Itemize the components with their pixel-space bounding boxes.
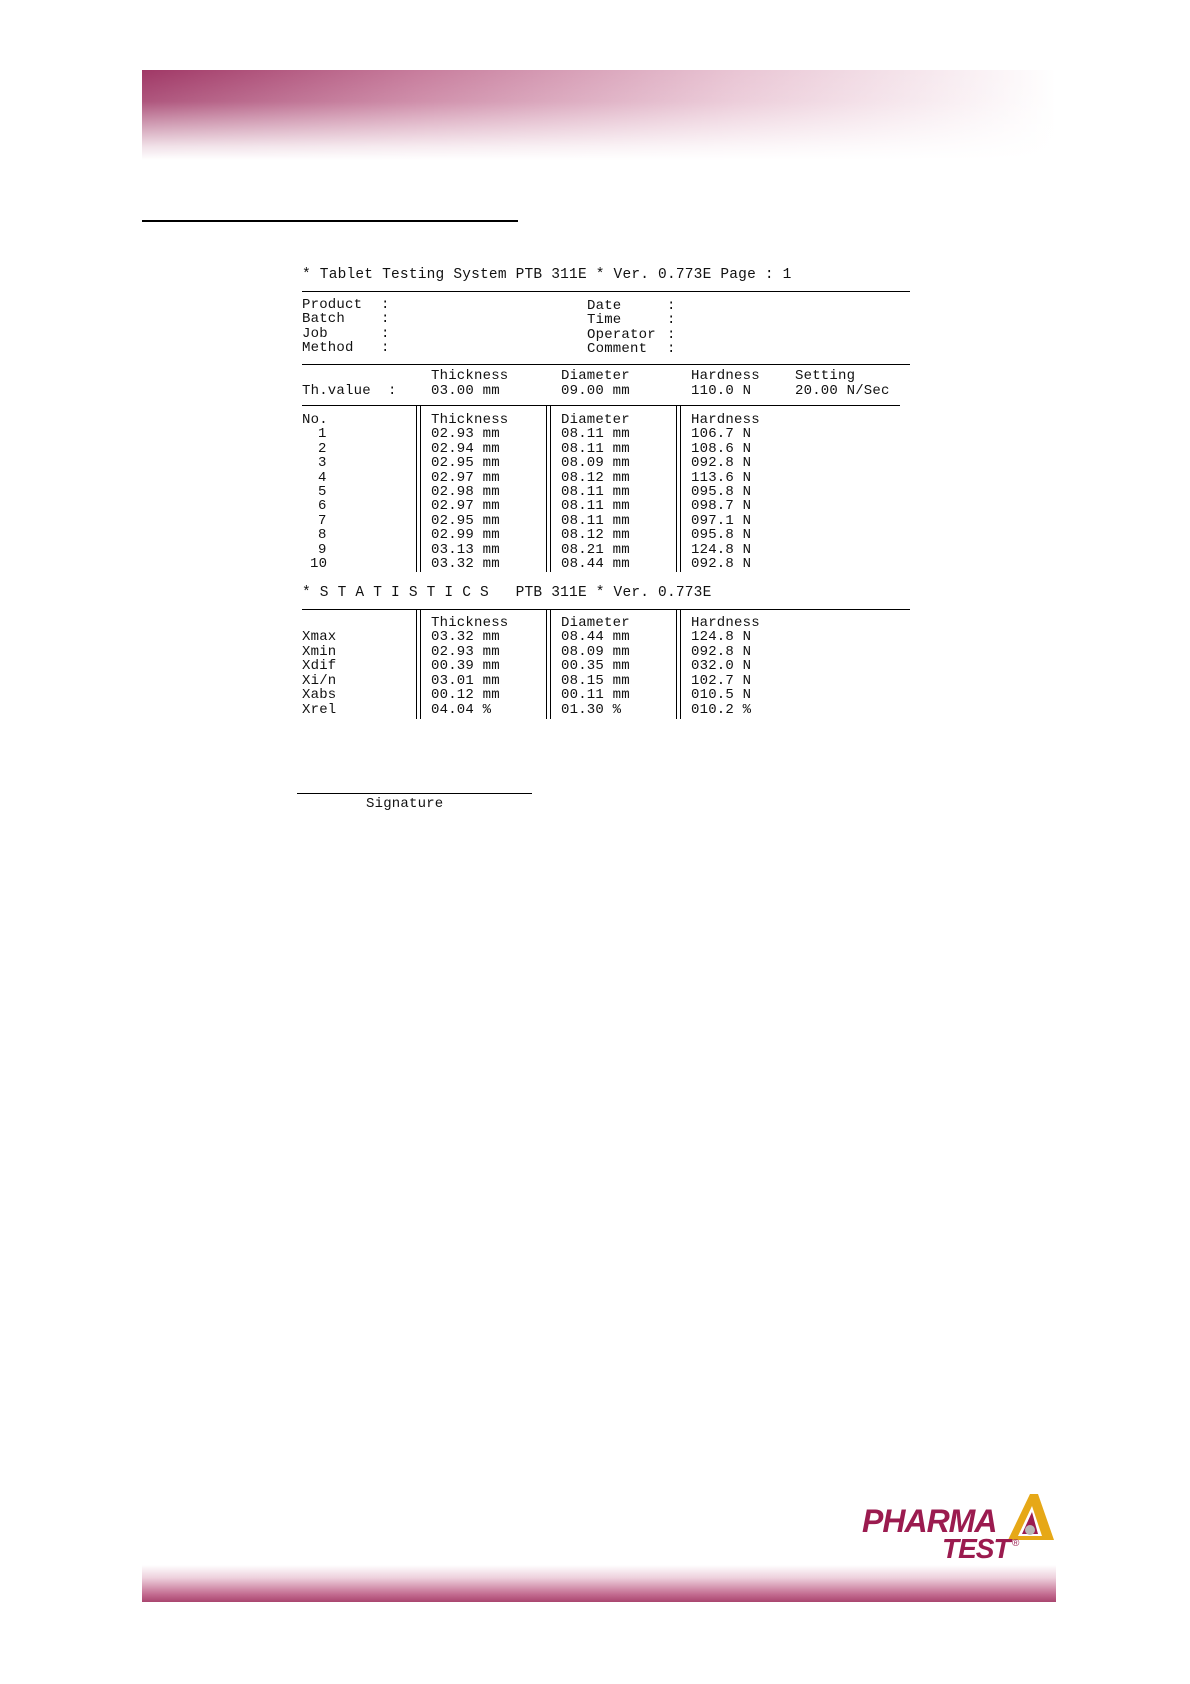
row-thickness: 02.97 mm	[431, 498, 500, 514]
measurements-header-hardness: Hardness	[691, 412, 760, 428]
meta-time-sep: :	[667, 312, 676, 328]
meta-comment-label: Comment	[587, 341, 648, 357]
divider-top	[302, 291, 910, 292]
meta-job-sep: :	[381, 326, 390, 342]
row-no: 10	[310, 556, 328, 572]
row-hardness: 092.8 N	[691, 556, 752, 572]
row-thickness: 02.94 mm	[431, 441, 500, 457]
stat-label: Xmin	[302, 644, 337, 660]
header-rule	[142, 220, 518, 222]
row-thickness: 03.32 mm	[431, 556, 500, 572]
row-hardness: 097.1 N	[691, 513, 752, 529]
thvalue-label: Th.value :	[302, 383, 397, 399]
measurements-vline-1	[416, 405, 421, 572]
row-no: 1	[318, 426, 327, 442]
stat-diameter: 00.11 mm	[561, 687, 630, 703]
row-thickness: 03.13 mm	[431, 542, 500, 558]
row-thickness: 02.99 mm	[431, 527, 500, 543]
row-hardness: 113.6 N	[691, 470, 752, 486]
thvalue-diameter: 09.00 mm	[561, 383, 630, 399]
stat-hardness: 010.5 N	[691, 687, 752, 703]
row-diameter: 08.21 mm	[561, 542, 630, 558]
row-diameter: 08.11 mm	[561, 426, 630, 442]
row-diameter: 08.11 mm	[561, 498, 630, 514]
row-no: 9	[318, 542, 327, 558]
meta-comment-sep: :	[667, 341, 676, 357]
thvalue-thickness: 03.00 mm	[431, 383, 500, 399]
meta-operator-label: Operator	[587, 327, 656, 343]
stat-diameter: 00.35 mm	[561, 658, 630, 674]
row-thickness: 02.97 mm	[431, 470, 500, 486]
row-diameter: 08.09 mm	[561, 455, 630, 471]
pharma-test-logo-graphic	[862, 1490, 1056, 1562]
stat-thickness: 00.12 mm	[431, 687, 500, 703]
pharma-test-logo	[862, 1490, 1056, 1562]
row-hardness: 106.7 N	[691, 426, 752, 442]
row-thickness: 02.95 mm	[431, 455, 500, 471]
stat-label: Xrel	[302, 702, 337, 718]
row-hardness: 092.8 N	[691, 455, 752, 471]
meta-date-label: Date	[587, 298, 622, 314]
meta-product-label: Product	[302, 297, 363, 313]
row-diameter: 08.12 mm	[561, 470, 630, 486]
row-diameter: 08.11 mm	[561, 441, 630, 457]
row-no: 4	[318, 470, 327, 486]
logo-dot	[1025, 1525, 1035, 1535]
meta-batch-sep: :	[381, 311, 390, 327]
stat-hardness: 010.2 %	[691, 702, 752, 718]
row-hardness: 098.7 N	[691, 498, 752, 514]
signature-line	[297, 793, 532, 794]
row-hardness: 095.8 N	[691, 484, 752, 500]
meta-method-sep: :	[381, 340, 390, 356]
divider-statistics	[302, 609, 910, 610]
logo-pharma-text: PHARMA	[862, 1503, 997, 1539]
thvalue-setting: 20.00 N/Sec	[795, 383, 890, 399]
measurements-header-thickness: Thickness	[431, 412, 509, 428]
row-no: 5	[318, 484, 327, 500]
thvalue-header-thickness: Thickness	[431, 368, 509, 384]
measurements-vline-2	[546, 405, 551, 572]
stat-thickness: 03.01 mm	[431, 673, 500, 689]
divider-thvalue	[302, 405, 900, 406]
logo-test-text: TEST	[942, 1533, 1010, 1562]
statistics-header-diameter: Diameter	[561, 615, 630, 631]
row-thickness: 02.98 mm	[431, 484, 500, 500]
stat-label: Xabs	[302, 687, 337, 703]
row-diameter: 08.11 mm	[561, 484, 630, 500]
meta-batch-label: Batch	[302, 311, 346, 327]
signature-label: Signature	[366, 796, 444, 812]
measurements-vline-3	[676, 405, 681, 572]
stat-thickness: 04.04 %	[431, 702, 492, 718]
report-heading: * Tablet Testing System PTB 311E * Ver. 0.773E Page : 1	[302, 267, 792, 283]
header-band	[142, 70, 1056, 160]
statistics-vline-3	[676, 609, 681, 719]
stat-thickness: 03.32 mm	[431, 629, 500, 645]
row-hardness: 108.6 N	[691, 441, 752, 457]
row-no: 2	[318, 441, 327, 457]
statistics-vline-1	[416, 609, 421, 719]
stat-thickness: 02.93 mm	[431, 644, 500, 660]
stat-diameter: 08.44 mm	[561, 629, 630, 645]
logo-registered-mark: ®	[1012, 1538, 1020, 1549]
stat-hardness: 124.8 N	[691, 629, 752, 645]
meta-date-sep: :	[667, 298, 676, 314]
statistics-vline-2	[546, 609, 551, 719]
stat-thickness: 00.39 mm	[431, 658, 500, 674]
meta-method-label: Method	[302, 340, 354, 356]
row-hardness: 124.8 N	[691, 542, 752, 558]
stat-hardness: 092.8 N	[691, 644, 752, 660]
row-no: 3	[318, 455, 327, 471]
statistics-heading: * S T A T I S T I C S PTB 311E * Ver. 0.773E	[302, 585, 712, 601]
row-no: 8	[318, 527, 327, 543]
meta-time-label: Time	[587, 312, 622, 328]
thvalue-hardness: 110.0 N	[691, 383, 752, 399]
row-diameter: 08.44 mm	[561, 556, 630, 572]
thvalue-header-hardness: Hardness	[691, 368, 760, 384]
stat-label: Xmax	[302, 629, 337, 645]
thvalue-header-setting: Setting	[795, 368, 856, 384]
meta-operator-sep: :	[667, 327, 676, 343]
row-diameter: 08.12 mm	[561, 527, 630, 543]
row-thickness: 02.93 mm	[431, 426, 500, 442]
row-diameter: 08.11 mm	[561, 513, 630, 529]
footer-band	[142, 1565, 1056, 1602]
row-no: 7	[318, 513, 327, 529]
row-hardness: 095.8 N	[691, 527, 752, 543]
meta-job-label: Job	[302, 326, 328, 342]
measurements-header-diameter: Diameter	[561, 412, 630, 428]
measurements-no-label: No.	[302, 412, 328, 428]
stat-label: Xdif	[302, 658, 337, 674]
row-thickness: 02.95 mm	[431, 513, 500, 529]
stat-hardness: 032.0 N	[691, 658, 752, 674]
stat-diameter: 08.15 mm	[561, 673, 630, 689]
row-no: 6	[318, 498, 327, 514]
thvalue-header-diameter: Diameter	[561, 368, 630, 384]
statistics-header-thickness: Thickness	[431, 615, 509, 631]
stat-diameter: 08.09 mm	[561, 644, 630, 660]
statistics-header-hardness: Hardness	[691, 615, 760, 631]
stat-label: Xi/n	[302, 673, 337, 689]
stat-diameter: 01.30 %	[561, 702, 622, 718]
stat-hardness: 102.7 N	[691, 673, 752, 689]
meta-product-sep: :	[381, 297, 390, 313]
divider-meta	[302, 364, 910, 365]
